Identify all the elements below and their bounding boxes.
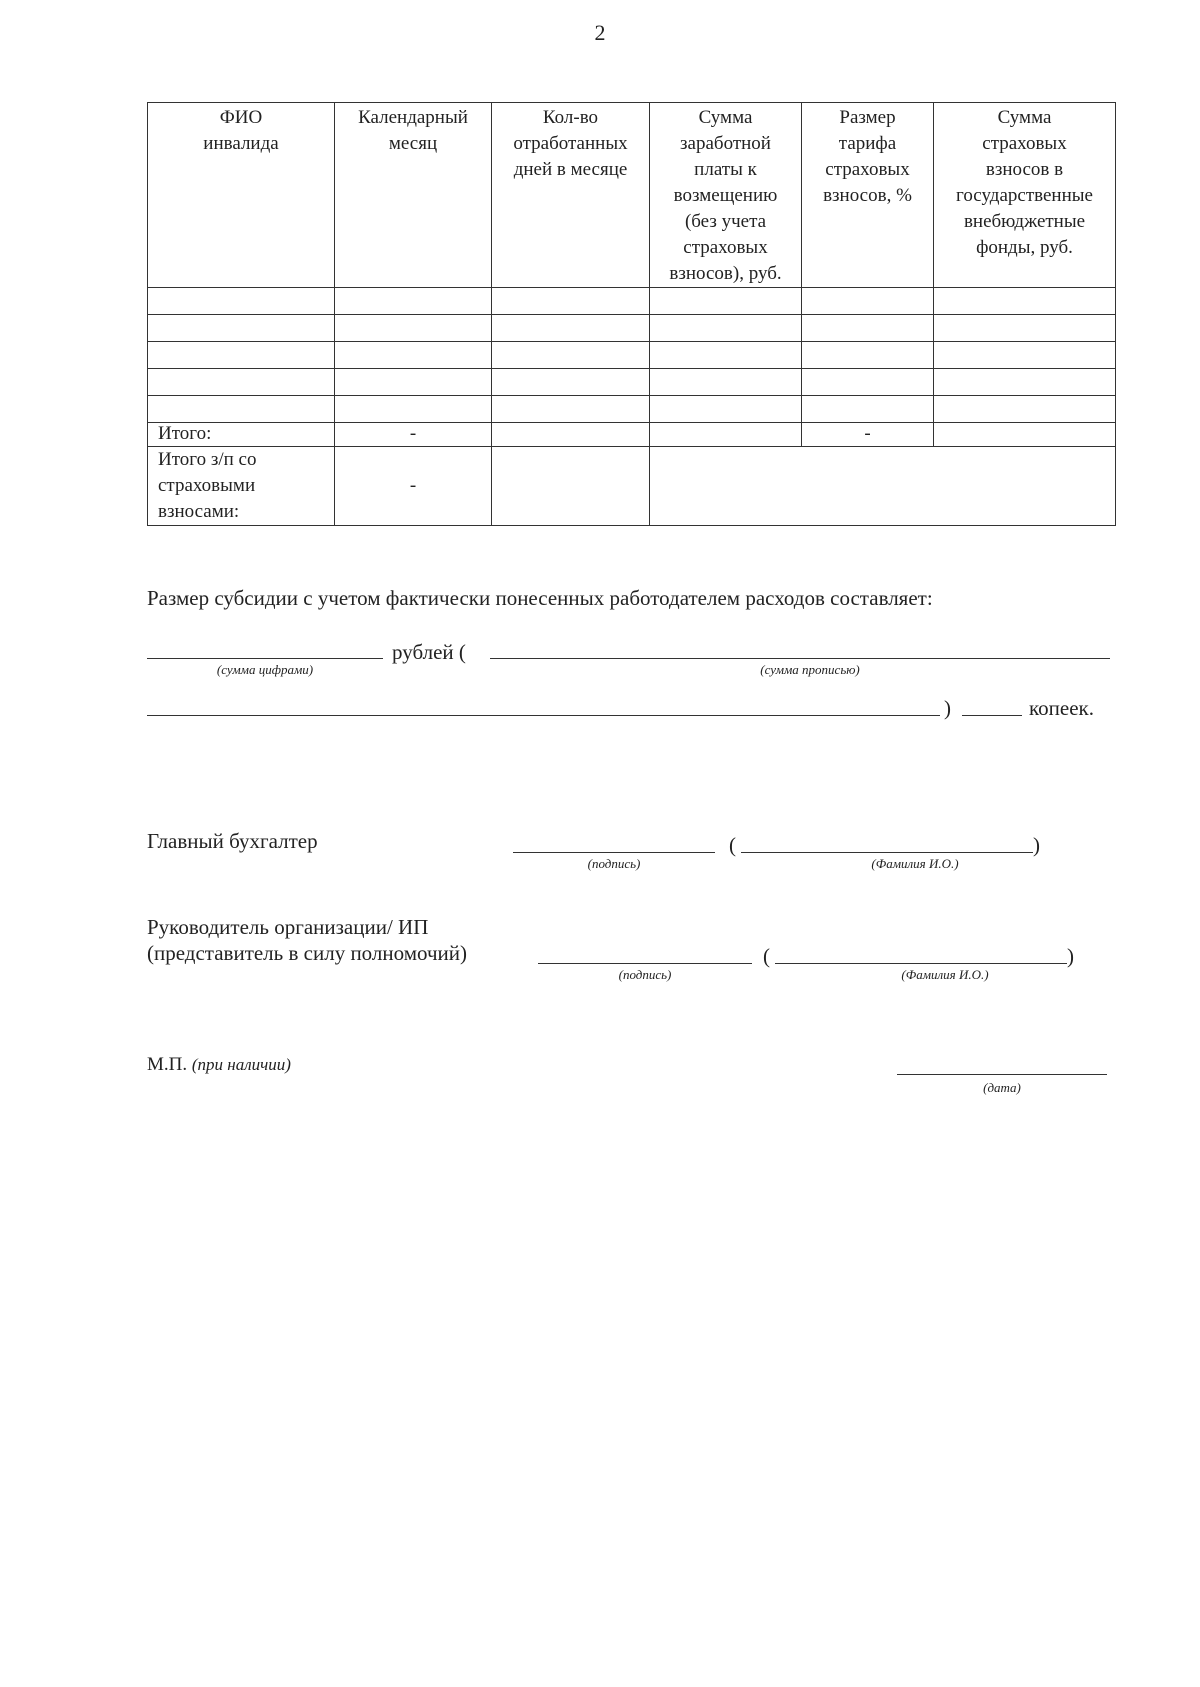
cell[interactable] <box>934 342 1116 369</box>
table-row <box>148 342 1116 369</box>
stamp-label: М.П. <box>147 1054 188 1075</box>
chief-accountant-name-line[interactable] <box>741 852 1033 853</box>
cell[interactable] <box>492 447 650 526</box>
head-signature-line[interactable] <box>538 963 752 964</box>
table-row <box>148 315 1116 342</box>
total-with-contributions-label: Итого з/п со страховыми взносами: <box>148 447 335 526</box>
cell[interactable] <box>934 288 1116 315</box>
cell[interactable] <box>335 315 492 342</box>
total2-month-dash: - <box>335 447 492 526</box>
close-paren: ) <box>944 696 951 720</box>
head-label-line1: Руководитель организации/ ИП <box>147 915 429 939</box>
table-row <box>148 369 1116 396</box>
cell[interactable] <box>934 315 1116 342</box>
cell[interactable] <box>492 396 650 423</box>
cell[interactable] <box>650 315 802 342</box>
cell[interactable] <box>148 369 335 396</box>
subsidy-statement: Размер субсидии с учетом фактически понесенных работодателем расходов составляет: <box>147 586 933 610</box>
kopecks-line[interactable] <box>962 715 1022 716</box>
cell[interactable] <box>802 396 934 423</box>
cell[interactable] <box>934 369 1116 396</box>
total-row <box>148 423 1116 447</box>
cell[interactable] <box>335 342 492 369</box>
cell[interactable] <box>148 315 335 342</box>
sum-words-line[interactable] <box>490 658 1110 659</box>
cell[interactable] <box>802 288 934 315</box>
chief-accountant-signature-line[interactable] <box>513 852 715 853</box>
cell[interactable] <box>148 396 335 423</box>
cell[interactable] <box>934 423 1116 447</box>
table-row <box>148 396 1116 423</box>
header-salary: Сумма заработной платы к возмещению (без учета страховых взносов), руб. <box>650 103 802 288</box>
cell[interactable] <box>650 396 802 423</box>
sum-words-caption: (сумма прописью) <box>760 662 860 677</box>
cell[interactable] <box>335 396 492 423</box>
rubles-label: рублей ( <box>392 640 466 664</box>
head-name-line[interactable] <box>775 963 1067 964</box>
stamp-area <box>147 1054 291 1076</box>
cell[interactable] <box>148 342 335 369</box>
date-line[interactable] <box>897 1074 1107 1075</box>
sum-digits-line[interactable] <box>147 658 383 659</box>
cell[interactable] <box>650 288 802 315</box>
cell[interactable] <box>802 342 934 369</box>
cell[interactable] <box>148 288 335 315</box>
open-paren: ( <box>729 833 736 857</box>
header-days: Кол-во отработанных дней в месяце <box>492 103 650 288</box>
name-caption: (Фамилия И.О.) <box>901 967 989 982</box>
cell[interactable] <box>802 369 934 396</box>
signature-caption: (подпись) <box>587 856 641 871</box>
sum-words-continuation-line[interactable] <box>147 715 940 716</box>
cell[interactable] <box>492 288 650 315</box>
cell[interactable] <box>492 315 650 342</box>
header-contributions: Сумма страховых взносов в государственные внебюджетные фонды, руб. <box>934 103 1116 288</box>
header-tariff: Размер тарифа страховых взносов, % <box>802 103 934 288</box>
cell[interactable] <box>335 288 492 315</box>
header-fio: ФИО инвалида <box>148 103 335 288</box>
sum-digits-caption: (сумма цифрами) <box>216 662 314 677</box>
cell[interactable] <box>650 342 802 369</box>
name-caption: (Фамилия И.О.) <box>871 856 959 871</box>
total-month-dash: - <box>335 423 492 447</box>
header-month: Календарный месяц <box>335 103 492 288</box>
cell[interactable] <box>492 423 650 447</box>
chief-accountant-label: Главный бухгалтер <box>147 829 318 853</box>
close-paren: ) <box>1067 944 1074 968</box>
open-paren: ( <box>763 944 770 968</box>
cell[interactable] <box>650 369 802 396</box>
page-number: 2 <box>594 20 606 45</box>
cell[interactable] <box>335 369 492 396</box>
table-row <box>148 288 1116 315</box>
cell[interactable] <box>650 423 802 447</box>
cell[interactable] <box>934 396 1116 423</box>
date-caption: (дата) <box>983 1080 1021 1095</box>
cell[interactable] <box>802 315 934 342</box>
head-label-line2: (представитель в силу полномочий) <box>147 941 468 965</box>
total-with-contributions-row <box>148 447 1116 526</box>
cell[interactable] <box>492 342 650 369</box>
total-label: Итого: <box>148 423 335 447</box>
close-paren: ) <box>1033 833 1040 857</box>
total-tariff-dash: - <box>802 423 934 447</box>
stamp-note: (при наличии) <box>191 1055 291 1074</box>
cell[interactable] <box>492 369 650 396</box>
cell[interactable] <box>650 447 1116 526</box>
subsidy-table <box>147 102 1116 526</box>
kopecks-label: копеек. <box>1029 696 1094 720</box>
signature-caption: (подпись) <box>618 967 672 982</box>
